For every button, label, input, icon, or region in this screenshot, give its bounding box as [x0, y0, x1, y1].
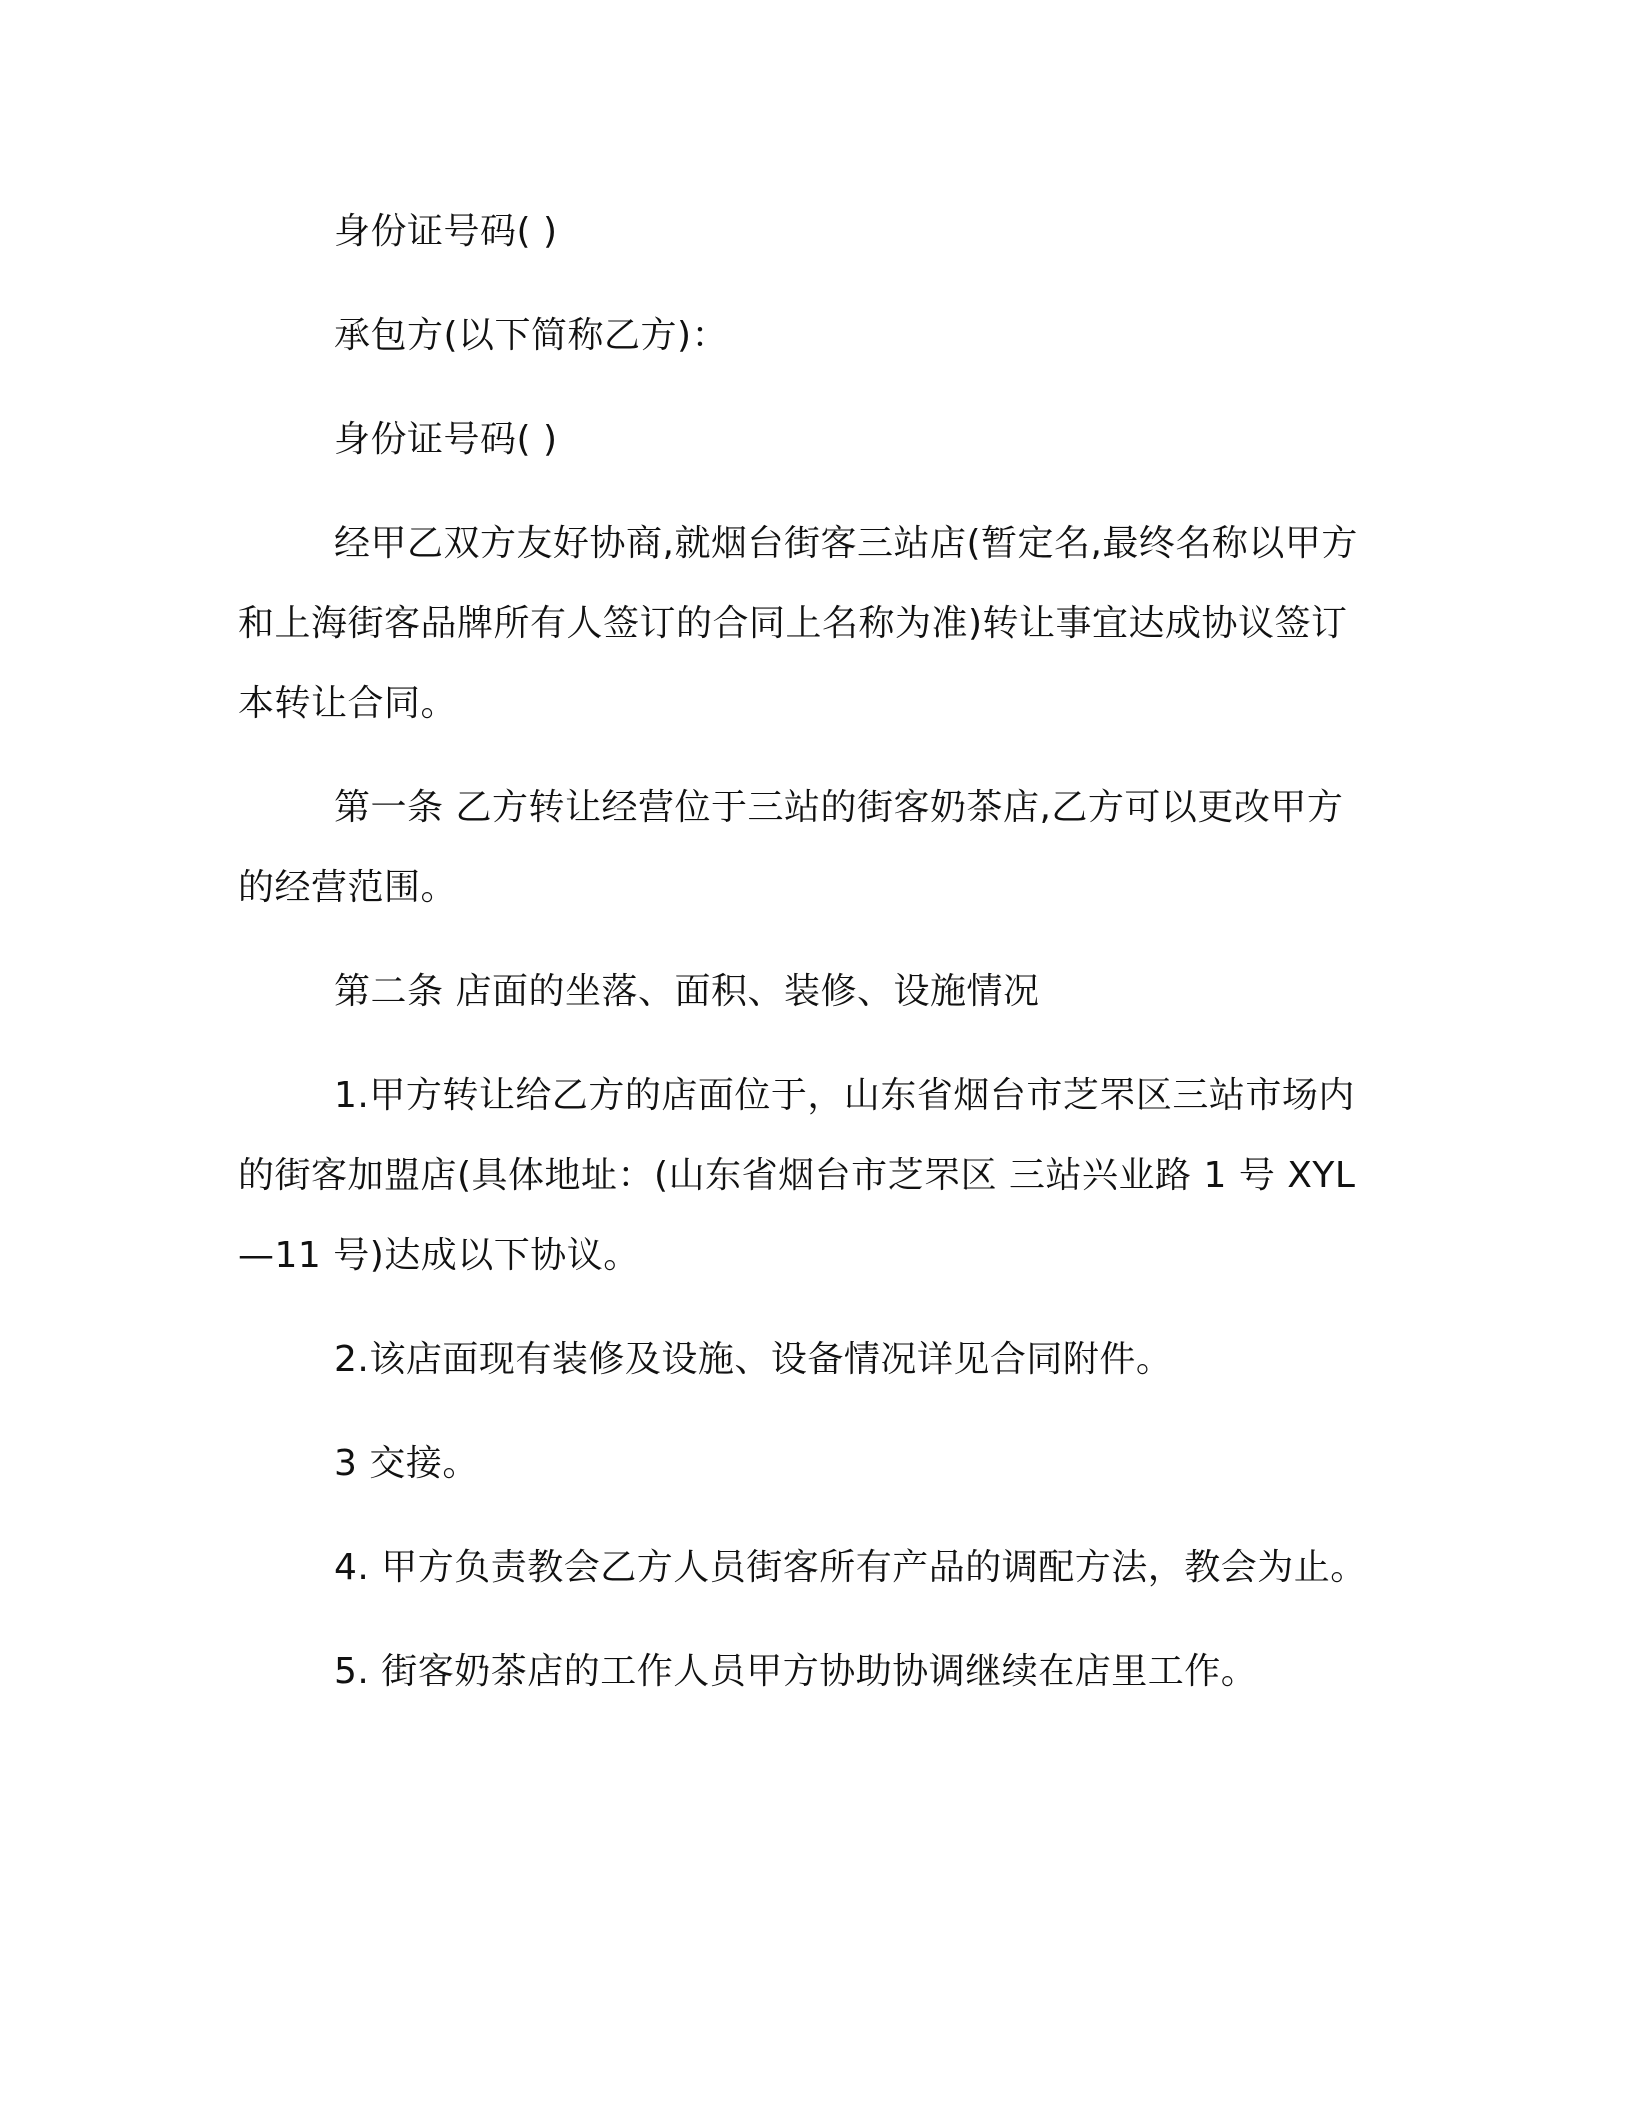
clause-1-location: 1.甲方转让给乙方的店面位于，山东省烟台市芝罘区三站市场内的街客加盟店(具体地址：(山东省烟台市芝罘区 三站兴业路 1 号 XYL—11 号)达成以下协议。 [238, 1075, 1356, 1276]
document-body [238, 192, 1378, 1736]
clause-3-handover: 3 交接。 [334, 1443, 479, 1484]
clause-5-staff: 5. 街客奶茶店的工作人员甲方协助协调继续在店里工作。 [334, 1651, 1258, 1692]
contractor-party-line: 承包方(以下简称乙方)： [334, 315, 729, 356]
article-one: 第一条 乙方转让经营位于三站的街客奶茶店,乙方可以更改甲方的经营范围。 [238, 787, 1344, 908]
id-number-line-1: 身份证号码( ) [334, 211, 558, 252]
article-two-heading: 第二条 店面的坐落、面积、装修、设施情况 [334, 971, 1040, 1012]
clause-4-training: 4. 甲方负责教会乙方人员街客所有产品的调配方法，教会为止。 [334, 1547, 1367, 1588]
id-number-line-2: 身份证号码( ) [334, 419, 558, 460]
preamble-paragraph: 经甲乙双方友好协商,就烟台街客三站店(暂定名,最终名称以甲方和上海街客品牌所有人签订的合同上名称为准)转让事宜达成协议签订本转让合同。 [238, 523, 1358, 724]
clause-2-facilities: 2.该店面现有装修及设施、设备情况详见合同附件。 [334, 1339, 1173, 1380]
